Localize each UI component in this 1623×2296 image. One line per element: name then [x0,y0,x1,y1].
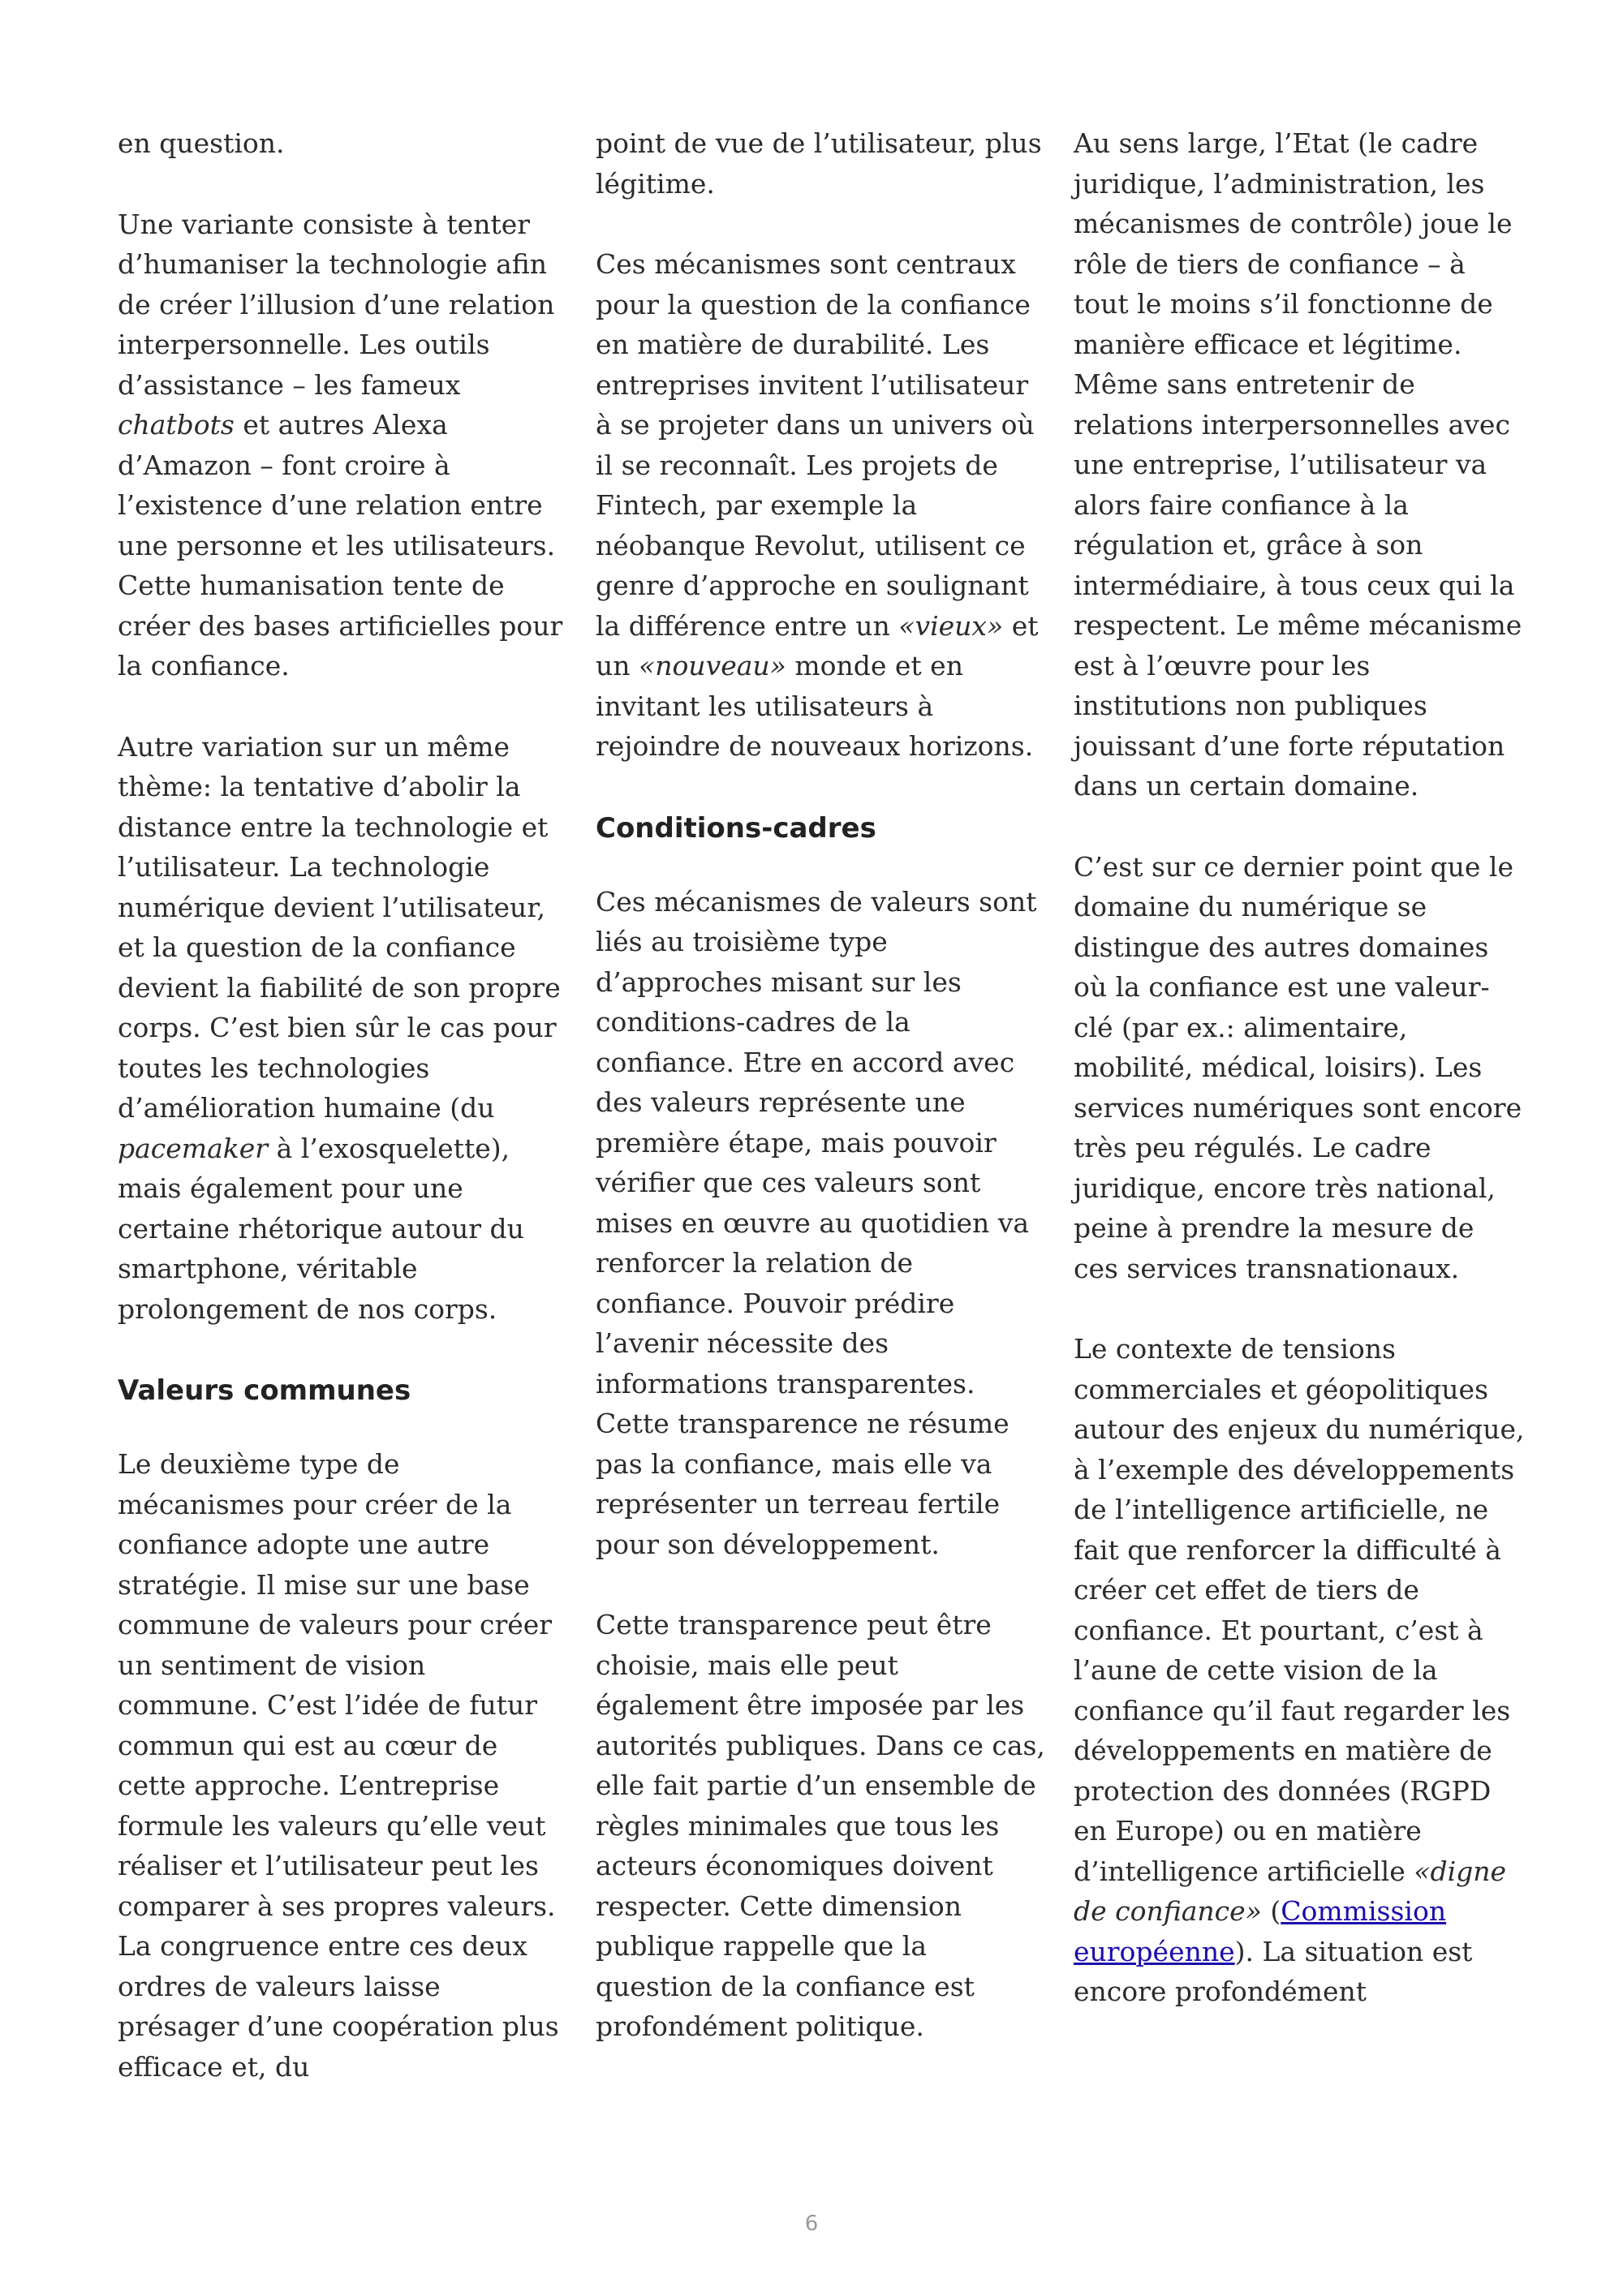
text-column-2 [596,123,1047,2087]
paragraph: Ces mécanismes de valeurs sont liés au troisième type d’approches misant sur les conditions-cadres de la confiance. Etre en accord avec des valeurs représente une première étape, mais pouvoir vérifier que ces valeurs sont mises en œuvre au quotidien va renforcer la relation de confiance. Pouvoir prédire l’avenir nécessite des informations transparentes. Cette transparence ne résume pas la confiance, mais elle va représenter un terreau fertile pour son développement. [596,885,1037,1560]
emphasis-text: «vieux» [898,609,1004,642]
text-column-1 [118,123,569,2127]
emphasis-text: «nouveau» [639,650,786,681]
section-heading: Valeurs communes [118,1374,411,1407]
paragraph: C’est sur ce dernier point que le domaine du numérique se distingue des autres domaines où la confiance est une valeur-clé (par ex.: alimentaire, mobilité, médical, loisirs). Les services numériques sont encore très peu régulés. Le cadre juridique, encore très national, peine à prendre la mesure de ces services transnationaux. [1074,850,1522,1284]
paragraph: Le deuxième type de mécanismes pour créer de la confiance adopte une autre stratégie. Il mise sur une base commune de valeurs pour créer un sentiment de vision commune. C’est l’idée de futur commun qui est au cœur de cette approche. L’entreprise formule les valeurs qu’elle veut réaliser et l’utilisateur peut les comparer à ses propres valeurs. La congruence entre ces deux ordres de valeurs laisse présager d’une coopération plus efficace et, du [118,1448,559,2083]
paragraph: en question. [118,127,285,159]
emphasis-text: chatbots [118,409,235,441]
paragraph: Au sens large, l’Etat (le cadre juridique, l’administration, les mécanismes de contrôle) joue le rôle de tiers de confiance – à tout le moins s’il fonctionne de manière efficace et légitime. Même sans entretenir de relations interpersonnelles avec une entreprise, l’utilisateur va alors faire confiance à la régulation et, grâce à son intermédiaire, à tous ceux qui la respectent. Le même mécanisme est à l’œuvre pour les institutions non publiques jouissant d’une forte réputation dans un certain domaine. [1074,127,1522,802]
section-heading: Conditions-cadres [596,811,876,845]
paragraph: Le contexte de tensions commerciales et géopolitiques autour des enjeux du numérique, à l’exemple des développements de l’intelligence artificielle, ne fait que renforcer la difficulté à créer cet effet de tiers de confiance. Et pourtant, c’est à l’aune de cette vision de la confiance qu’il faut regarder les développements en matière de protection des données (RGPD en Europe) ou en matière d’intelligence artificielle «digne de confiance» (Commission européenne). La situation est encore profondément [1074,1333,1525,2007]
paragraph: Cette transparence peut être choisie, mais elle peut également être imposée par les autorités publiques. Dans ce cas, elle fait partie d’un ensemble de règles minimales que tous les acteurs économiques doivent respecter. Cette dimension publique rappelle que la question de la confiance est profondément politique. [596,1609,1045,2042]
paragraph: Ces mécanismes sont centraux pour la question de la confiance en matière de durabilité. Les entreprises invitent l’utilisateur à se projeter dans un univers où il se reconnaît. Les projets de Fintech, par exemple la néobanque Revolut, utilisent ce genre d’approche en soulignant la différence entre un «vieux» et un «nouveau» monde et en invitant les utilisateurs à rejoindre de nouveaux horizons. [596,248,1039,762]
emphasis-text: pacemaker [118,1132,269,1164]
page-number: 6 [804,2212,819,2236]
commission-europeenne-link[interactable]: Commission européenne [1074,1895,1447,1967]
paragraph: point de vue de l’utilisateur, plus légitime. [596,127,1042,200]
paragraph: Une variante consiste à tenter d’humaniser la technologie afin de créer l’illusion d’une relation interpersonnelle. Les outils d’assistance – les fameux chatbots et autres Alexa d’Amazon – font croire à l’existence d’une relation entre une personne et les utilisateurs. Cette humanisation tente de créer des bases artificielles pour la confiance. [118,208,563,681]
paragraph: Autre variation sur un même thème: la tentative d’abolir la distance entre la technologie et l’utilisateur. La technologie numérique devient l’utilisateur, et la question de la confiance devient la fiabilité de son propre corps. C’est bien sûr le cas pour toutes les technologies d’amélioration humaine (du pacemaker à l’exosquelette), mais également pour une certaine rhétorique autour du smartphone, véritable prolongement de nos corps. [118,730,561,1325]
emphasis-text: «digne de confiance» [1074,1855,1507,1927]
text-column-3 [1074,123,1525,2053]
